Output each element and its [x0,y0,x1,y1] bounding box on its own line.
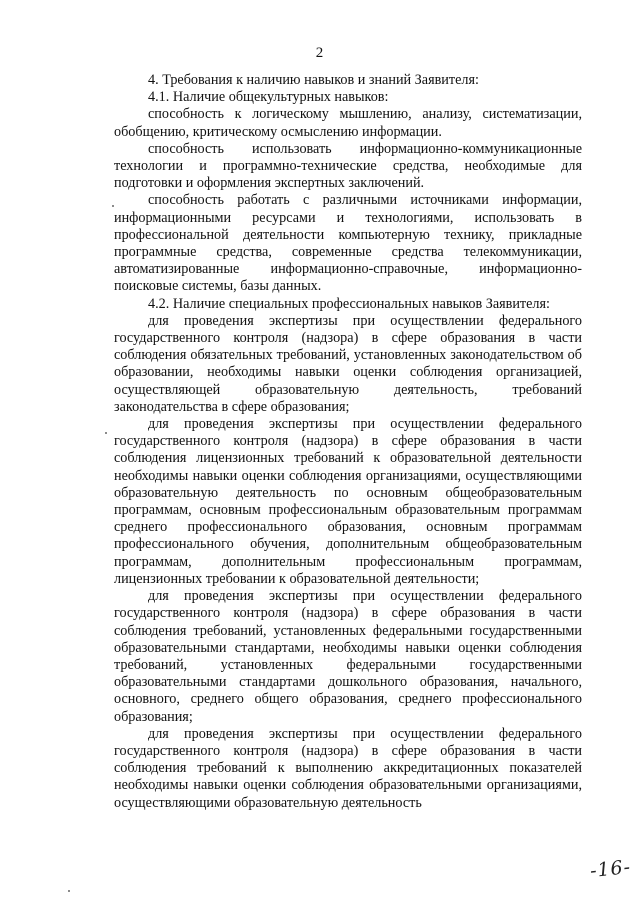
scan-speck [68,890,70,892]
page-number: 2 [315,45,324,61]
handwritten-page-mark: -16- [588,855,633,883]
subsection-heading: 4.2. Наличие специальных профессиональных навыков Заявителя: [148,295,550,312]
document-body [114,72,582,812]
paragraph: для проведения экспертизы при осуществлении федерального государственного контроля (надзора) в сфере образования в части соблюдения лицензионных требований к образовательной деятельности необходимы навыки оценки соблюдения организациями, осуществляющими образовательную деятельность по основным общеобразовательным программам, основным профессиональным образовательным программам среднего профессионального образования, основным программам профессионального обучения, дополнительным общеобразовательным программам, дополнительным профессиональным программам, лицензионных требовании к образовательной деятельности; [114,416,582,587]
paragraph: способность работать с различными источниками информации, информационными ресурсами и технологиями, использовать в профессиональной деятельности компьютерную технику, прикладные программные средства, современные средства телекоммуникации, автоматизированные информационно-справочные, информационно-поисковые системы, базы данных. [114,192,582,295]
paragraph: для проведения экспертизы при осуществлении федерального государственного контроля (надзора) в сфере образования в части соблюдения требований, установленных федеральными государственными образовательными стандартами, необходимы навыки оценки соблюдения требований, установленных федеральными государственными образовательными стандартами дошкольного образования, начального, основного, среднего общего образования, среднего профессионального образования; [114,588,582,725]
paragraph: для проведения экспертизы при осуществлении федерального государственного контроля (надзора) в сфере образования в части соблюдения требований к выполнению аккредитационных показателей необходимы навыки оценки соблюдения образовательными организациями, осуществляющими образовательную деятельность [114,725,582,811]
section-heading: 4. Требования к наличию навыков и знаний Заявителя: [148,72,479,88]
scan-speck [112,205,114,207]
paragraph: для проведения экспертизы при осуществлении федерального государственного контроля (надзора) в сфере образования в части соблюдения обязательных требований, установленных законодательством об образовании, необходимы навыки оценки соблюдения организацией, осуществляющей образовательную деятельность, требований законодательства в сфере образования; [114,312,582,415]
subsection-heading: 4.1. Наличие общекультурных навыков: [148,89,389,106]
paragraph: способность использовать информационно-коммуникационные технологии и программно-технические средства, необходимые для подготовки и оформления экспертных заключений. [114,140,582,192]
paragraph: способность к логическому мышлению, анализу, систематизации, обобщению, критическому осмыслению информации. [114,106,582,140]
scan-speck [105,432,107,434]
